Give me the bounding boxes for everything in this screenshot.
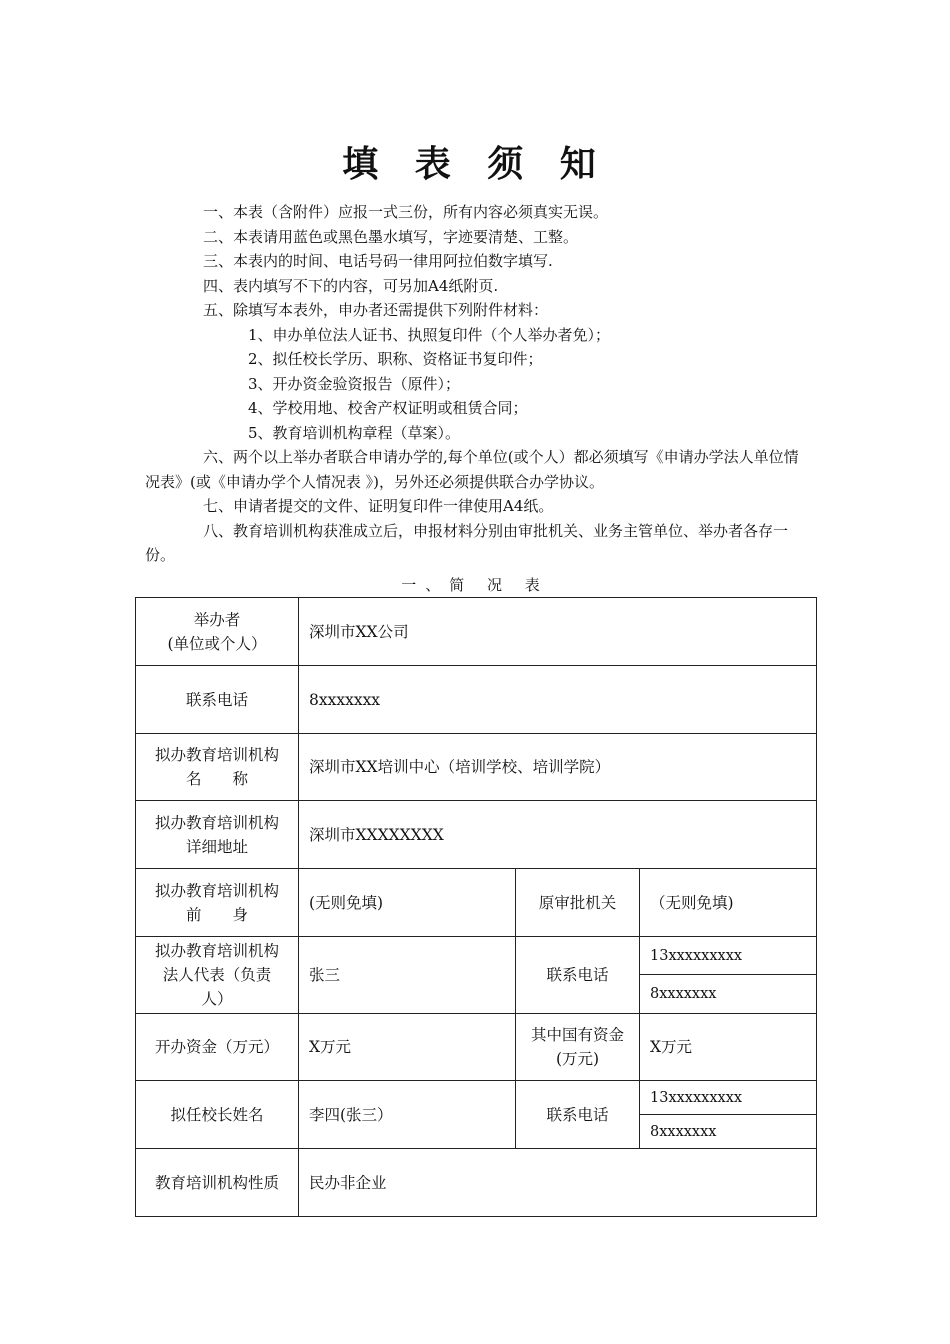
legal-landline-value[interactable]: 8xxxxxxx xyxy=(640,975,817,1014)
instruction-item-2: 二、本表请用蓝色或黑色墨水填写，字迹要清楚、工整。 xyxy=(203,227,579,246)
organizer-label xyxy=(136,598,299,666)
instruction-item-4: 四、表内填写不下的内容，可另加A4纸附页. xyxy=(203,276,499,295)
attachment-item-5: 5、教育培训机构章程（草案）。 xyxy=(248,423,461,442)
legal-representative-value[interactable]: 张三 xyxy=(299,937,516,1014)
legal-representative-label-line-3: 人） xyxy=(201,990,233,1008)
state-capital-label-line-2: (万元) xyxy=(555,1050,600,1068)
attachment-item-3: 3、开办资金验资报告（原件）； xyxy=(248,374,461,393)
principal-phone-label: 联系电话 xyxy=(516,1081,640,1149)
attachment-item-4: 4、学校用地、校舍产权证明或租赁合同； xyxy=(248,399,528,417)
predecessor-value[interactable]: (无则免填) xyxy=(299,869,516,937)
table-row xyxy=(136,666,817,734)
legal-representative-label xyxy=(136,937,299,1014)
instructions xyxy=(145,200,810,568)
principal-landline-value[interactable]: 8xxxxxxx xyxy=(640,1115,817,1149)
instruction-item-7: 七、申请者提交的文件、证明复印件一律使用A4纸。 xyxy=(203,497,554,515)
nature-value[interactable]: 民办非企业 xyxy=(299,1149,817,1217)
approval-authority-label: 原审批机关 xyxy=(516,869,640,937)
overview-table xyxy=(135,597,817,1217)
table-row xyxy=(136,734,817,801)
phone-value[interactable]: 8xxxxxxx xyxy=(299,666,817,734)
instruction-item-1: 一、本表（含附件）应报一式三份，所有内容必须真实无误。 xyxy=(203,203,609,221)
instruction-item-5: 五、除填写本表外，申办者还需提供下列附件材料： xyxy=(203,301,549,319)
state-capital-label-line-1: 其中国有资金 xyxy=(530,1026,624,1044)
table-row xyxy=(136,1081,817,1115)
instruction-item-8: 八、教育培训机构获准成立后，申报材料分别由审批机关、业务主管单位、举办者各存一份。 xyxy=(145,521,789,564)
table-row xyxy=(136,1149,817,1217)
table-row xyxy=(136,869,817,937)
instruction-item-6: 六、两个以上举办者联合申请办学的,每个单位(或个人）都必须填写《申请办学法人单位情况表》(或《申请办学个人情况表 》)，另外还必须提供联合办学协议。 xyxy=(145,448,799,491)
table-row xyxy=(136,937,817,975)
capital-value[interactable]: X万元 xyxy=(299,1014,516,1081)
address-label xyxy=(136,801,299,869)
predecessor-label-line-2: 前 身 xyxy=(185,905,248,924)
predecessor-label xyxy=(136,869,299,937)
predecessor-label-line-1: 拟办教育培训机构 xyxy=(154,881,279,900)
organizer-label-line-1: 举办者 xyxy=(193,610,241,629)
legal-representative-label-line-1: 拟办教育培训机构 xyxy=(154,942,279,960)
organizer-label-line-2: (单位或个人） xyxy=(167,634,267,653)
table-row xyxy=(136,598,817,666)
table-title: 一、简 况 表 xyxy=(401,576,549,594)
nature-label: 教育培训机构性质 xyxy=(136,1149,299,1217)
legal-representative-label-line-2: 法人代表（负责 xyxy=(162,966,272,984)
institution-name-label-line-1: 拟办教育培训机构 xyxy=(154,746,279,764)
address-label-line-1: 拟办教育培训机构 xyxy=(154,813,279,832)
page-title: 填 表 须 知 xyxy=(342,144,608,185)
instruction-item-3: 三、本表内的时间、电话号码一律用阿拉伯数字填写. xyxy=(203,252,553,270)
address-label-line-2: 详细地址 xyxy=(185,837,248,856)
phone-label: 联系电话 xyxy=(136,666,299,734)
principal-label: 拟任校长姓名 xyxy=(136,1081,299,1149)
principal-mobile-value[interactable]: 13xxxxxxxxx xyxy=(640,1081,817,1115)
attachment-item-2: 2、拟任校长学历、职称、资格证书复印件； xyxy=(248,350,543,368)
capital-label: 开办资金（万元） xyxy=(136,1014,299,1081)
principal-value[interactable]: 李四(张三） xyxy=(299,1081,516,1149)
state-capital-value[interactable]: X万元 xyxy=(640,1014,817,1081)
organizer-value[interactable]: 深圳市XX公司 xyxy=(299,598,817,666)
attachment-item-1: 1、申办单位法人证书、执照复印件（个人举办者免）； xyxy=(248,325,611,344)
institution-name-label-line-2: 名 称 xyxy=(185,770,248,788)
institution-name-value[interactable]: 深圳市XX培训中心（培训学校、培训学院） xyxy=(299,734,817,801)
legal-phone-label: 联系电话 xyxy=(516,937,640,1014)
address-value[interactable]: 深圳市XXXXXXXX xyxy=(299,801,817,869)
institution-name-label xyxy=(136,734,299,801)
state-capital-label xyxy=(516,1014,640,1081)
approval-authority-value[interactable]: （无则免填) xyxy=(640,869,817,937)
legal-mobile-value[interactable]: 13xxxxxxxxx xyxy=(640,937,817,975)
table-row xyxy=(136,1014,817,1081)
table-row xyxy=(136,801,817,869)
